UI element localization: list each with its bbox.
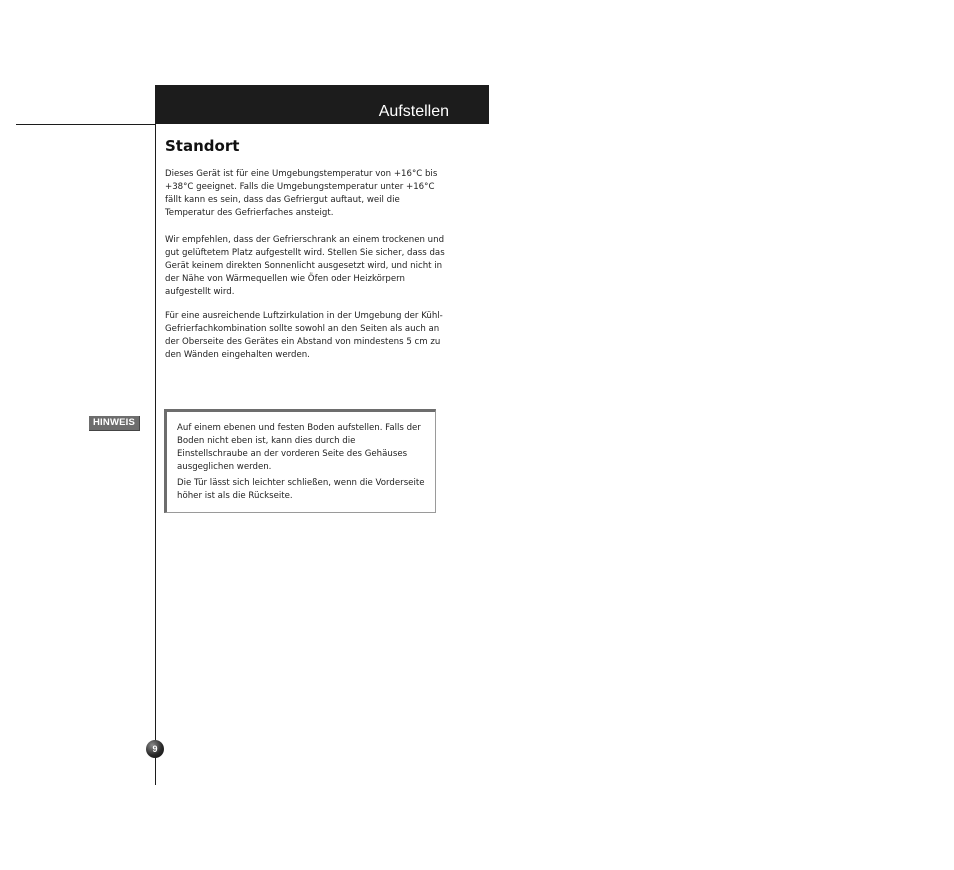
header-bar [155, 85, 489, 124]
paragraph-location: Wir empfehlen, dass der Gefrierschrank an einem trockenen und gut gelüftetem Platz aufgestellt wird. Stellen Sie sicher, dass das Gerät keinem direkten Sonnenlicht ausgesetzt wird, und nicht in der Nähe von Wärmequellen wie Öfen oder Heizkörpern aufgestellt wird. [165, 235, 445, 297]
note-paragraph-floor: Auf einem ebenen und festen Boden aufstellen. Falls der Boden nicht eben ist, kann dies durch die Einstellschraube an der vorderen Seite des Gehäuses ausgeglichen werden. [177, 423, 421, 472]
paragraph-temperature: Dieses Gerät ist für eine Umgebungstemperatur von +16°C bis +38°C geeignet. Falls die Umgebungstemperatur unter +16°C fällt kann es sein, dass das Gefriergut auftaut, weil die Temperatur des Gefrierfaches ansteigt. [165, 169, 438, 218]
margin-rule [155, 85, 156, 785]
page-number-badge: 9 [146, 740, 164, 758]
note-paragraph-door: Die Tür lässt sich leichter schließen, wenn die Vorderseite höher ist als die Rückseite. [177, 478, 425, 501]
paragraph-air-circulation: Für eine ausreichende Luftzirkulation in der Umgebung der Kühl-Gefrierfachkombination sollte sowohl an den Seiten als auch an der Oberseite des Gerätes ein Abstand von mindestens 5 cm zu den Wänden eingehalten werden. [165, 311, 443, 360]
header-rule [16, 124, 155, 125]
section-title: Standort [165, 137, 240, 155]
note-box [164, 409, 436, 513]
note-label: HINWEIS [89, 416, 140, 431]
header-title: Aufstellen [378, 103, 449, 120]
